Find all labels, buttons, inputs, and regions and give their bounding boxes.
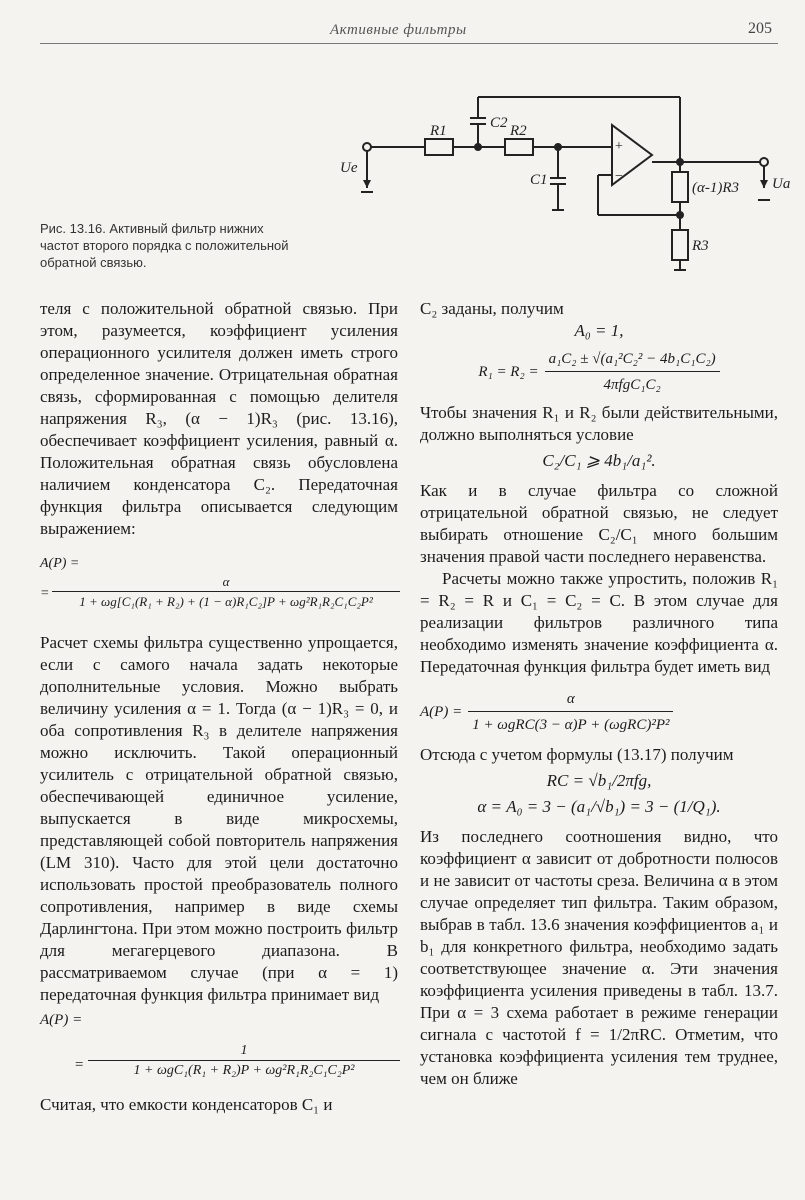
circuit-diagram [330,80,791,280]
header-rule [40,43,778,44]
label-c1: C1 [530,172,548,188]
equation-numerator: α [52,574,400,592]
equation-r1-r2 [420,348,778,396]
equation-lhs: A(P) = [420,704,463,720]
input-terminal [363,143,371,151]
equation-alpha: α = A₀ = 3 − (a₁/√b₁) = 3 − (1/Q₁). [477,797,721,816]
resistor-r1 [425,139,453,155]
label-r1: R1 [430,123,447,139]
equation-numerator: α [468,688,673,712]
left-column-middle [40,632,398,1006]
equation-rc: RC = √b₁/2πfg, [546,771,652,790]
figure-caption: Рис. 13.16. Активный фильтр нижних частот второго порядка с положительной обратной связью. [40,221,289,270]
equation-transfer-general: A(P) = = α 1 + ωg[C₁(R₁ + R₂) + (1 − α)R₁C₂]P + ωg²R₁R₂C₁C₂P² [40,556,400,610]
equation-condition: C₂/C₁ ⩾ 4b₁/a₁². [542,451,656,470]
output-terminal [760,158,768,166]
paragraph: Считая, что емкости конденсаторов C₁ и [40,1095,333,1114]
paragraph: Из последнего соотношения видно, что коэффициент α зависит от добротности полюсов и не зависит от частоты среза. Величина α в этом случае определяет тип фильтра. Таким образом, выбрав в табл. 13.6 значения коэффициентов a₁ и b₁ для конкретного фильтра, необходимо задать соответствующее значение α. Эти значения коэффициента усиления приведены в табл. 13.7. При α = 3 схема работает в режиме генерации сигнала с частотой f = 1/2πRC. Отметим, что установка коэффициента усиления тем труднее, чем он ближе [420,827,778,1088]
equation-numerator: a₁C₂ ± √(a₁²C₂² − 4b₁C₁C₂) [545,348,720,372]
paragraph: Расчеты можно также упростить, положив R₁ = R₂ = R и C₁ = C₂ = C. В этом случае для реализации фильтров различного типа необходимо изменять значение коэффициента α. Передаточная функция фильтра будет иметь вид [420,569,778,676]
label-alpha-r3: (α-1)R3 [692,180,740,196]
label-u-in: Uе [340,160,358,176]
paragraph: Расчет схемы фильтра существенно упрощается, если с самого начала задать некоторые дополнительные условия. Можно выбрать величину усиления α = 1. Тогда (α − 1)R₃ = 0, и оба сопротивления R₃ в делителе напряжения можно исключить. Такой операционный усилитель с отрицательной обратной связью, обеспечивающей единичное усиление, выпускается в виде микросхемы, представляющей собой повторитель напряжения (LM 310). Часто для этой цели достаточно использовать простой преобразователь полного сопротивления, например в виде схемы Дарлингтона. При этом можно построить фильтр для мегагерцевого диапазона. В рассматриваемом случае (при α = 1) передаточная функция фильтра принимает вид [40,633,398,1004]
equation-denominator: 4πfgC₁C₂ [603,377,661,393]
equation-denominator: 1 + ωgRC(3 − α)P + (ωgRC)²P² [472,717,670,733]
right-column-top [420,298,778,1090]
running-header-title: Активные фильтры [330,22,467,38]
left-column-top [40,298,398,540]
equation-lhs: A(P) = [40,556,80,571]
paragraph: теля с положительной обратной связью. При этом, разумеется, коэффициент усиления операционного усилителя должен иметь строго определенное значение. Отрицательная обратная связь, сформированная с помощью делителя напряжения R₃, (α − 1)R₃ (рис. 13.16), обеспечивает коэффициент усиления, равный α. Положительная обратная связь обусловлена наличием конденсатора C₂. Передаточная функция фильтра описывается следующим выражением: [40,299,398,538]
resistor-alpha-r3 [672,172,688,202]
equation-transfer-equal [420,688,778,736]
equation-transfer-unity [40,1012,400,1079]
label-u-out: Uа [772,176,791,192]
paragraph: C₂ заданы, получим [420,299,564,318]
equation-denominator: 1 + ωg[C₁(R₁ + R₂) + (1 − α)R₁C₂]P + ωg²R₁R₂C₁C₂P² [79,594,373,609]
equation-a0: A₀ = 1, [574,321,624,340]
paragraph: Чтобы значения R₁ и R₂ были действительными, должно выполняться условие [420,403,778,444]
resistor-r2 [505,139,533,155]
label-r2: R2 [510,123,527,139]
input-arrow-icon [363,180,371,188]
equation-equals: = [74,1057,85,1073]
equation-denominator: 1 + ωgC₁(R₁ + R₂)P + ωg²R₁R₂C₁C₂P² [133,1063,355,1078]
page-number: 205 [748,20,772,37]
equation-numerator: 1 [88,1043,400,1061]
paragraph: Как и в случае фильтра со сложной отрицательной обратной связью, не следует выбирать отношение C₂/C₁ много большим значения правой части последнего неравенства. [420,481,778,566]
label-r3: R3 [692,238,709,254]
label-op-minus: − [615,169,623,184]
output-arrow-icon [760,180,768,188]
equation-lhs: R₁ = R₂ = [478,364,539,380]
label-op-plus: + [615,139,623,154]
paragraph: Отсюда с учетом формулы (13.17) получим [420,745,734,764]
equation-lhs: A(P) = [40,1012,83,1028]
resistor-r3 [672,230,688,260]
label-c2: C2 [490,115,508,131]
left-column-bottom [40,1094,398,1116]
